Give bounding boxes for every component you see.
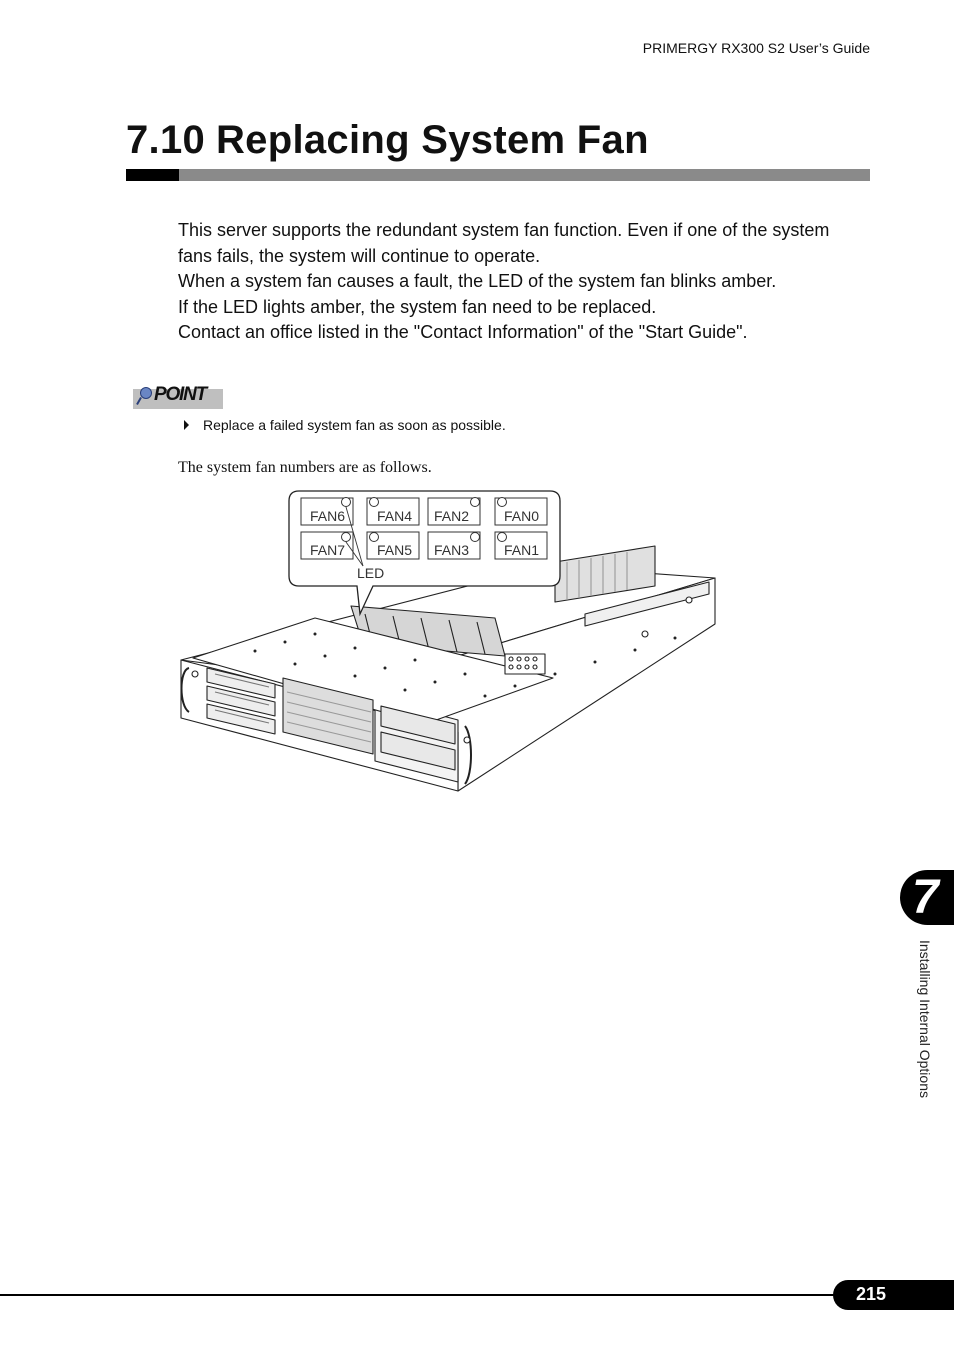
intro-paragraph-4: Contact an office listed in the "Contact Information" of the "Start Guide". [178, 322, 748, 343]
fan4-led [370, 498, 379, 507]
title-rule [126, 169, 870, 181]
section-title [126, 118, 649, 163]
page-number-tab [833, 1280, 954, 1310]
page-number: 215 [856, 1284, 887, 1304]
fan-label-fan2: FAN2 [434, 508, 470, 524]
chapter-side-label: Installing Internal Options [917, 940, 933, 1098]
bullet-triangle-icon [184, 420, 189, 430]
server-fan-figure [175, 486, 720, 798]
fan-label-fan0: FAN0 [504, 508, 540, 524]
led-label: LED [357, 565, 385, 581]
section-title-text: Replacing System Fan [216, 118, 649, 162]
section-number: 7.10 [126, 118, 206, 162]
fan2-led [471, 498, 480, 507]
running-head: PRIMERGY RX300 S2 User’s Guide [642, 40, 870, 56]
fan-label-fan6: FAN6 [310, 508, 346, 524]
figure-caption: The system fan numbers are as follows. [178, 459, 432, 476]
fan-label-fan5: FAN5 [377, 542, 413, 558]
fan-label-fan7: FAN7 [310, 542, 346, 558]
point-item [184, 417, 506, 433]
intro-text [178, 218, 868, 346]
footer-rule [0, 1294, 954, 1296]
fan-label-fan1: FAN1 [504, 542, 540, 558]
point-label: POINT [154, 384, 207, 405]
title-rule-accent [126, 169, 179, 181]
chapter-number: 7 [912, 871, 939, 924]
chapter-tab [900, 870, 954, 925]
intro-paragraph-3: If the LED lights amber, the system fan need to be replaced. [178, 296, 657, 317]
fan1-led [498, 533, 507, 542]
fan5-led [370, 533, 379, 542]
fan6-led [342, 498, 351, 507]
intro-paragraph-2: When a system fan causes a fault, the LED of the system fan blinks amber. [178, 271, 777, 292]
fan-label-fan3: FAN3 [434, 542, 470, 558]
fan7-led [342, 533, 351, 542]
intro-paragraph-1: This server supports the redundant system fan function. Even if one of the system fans fails, the system will continue to operate. [178, 220, 830, 266]
fan3-led [471, 533, 480, 542]
point-badge [133, 383, 225, 410]
fan0-led [498, 498, 507, 507]
point-item-text: Replace a failed system fan as soon as possible. [203, 417, 506, 433]
fan-label-fan4: FAN4 [377, 508, 413, 524]
